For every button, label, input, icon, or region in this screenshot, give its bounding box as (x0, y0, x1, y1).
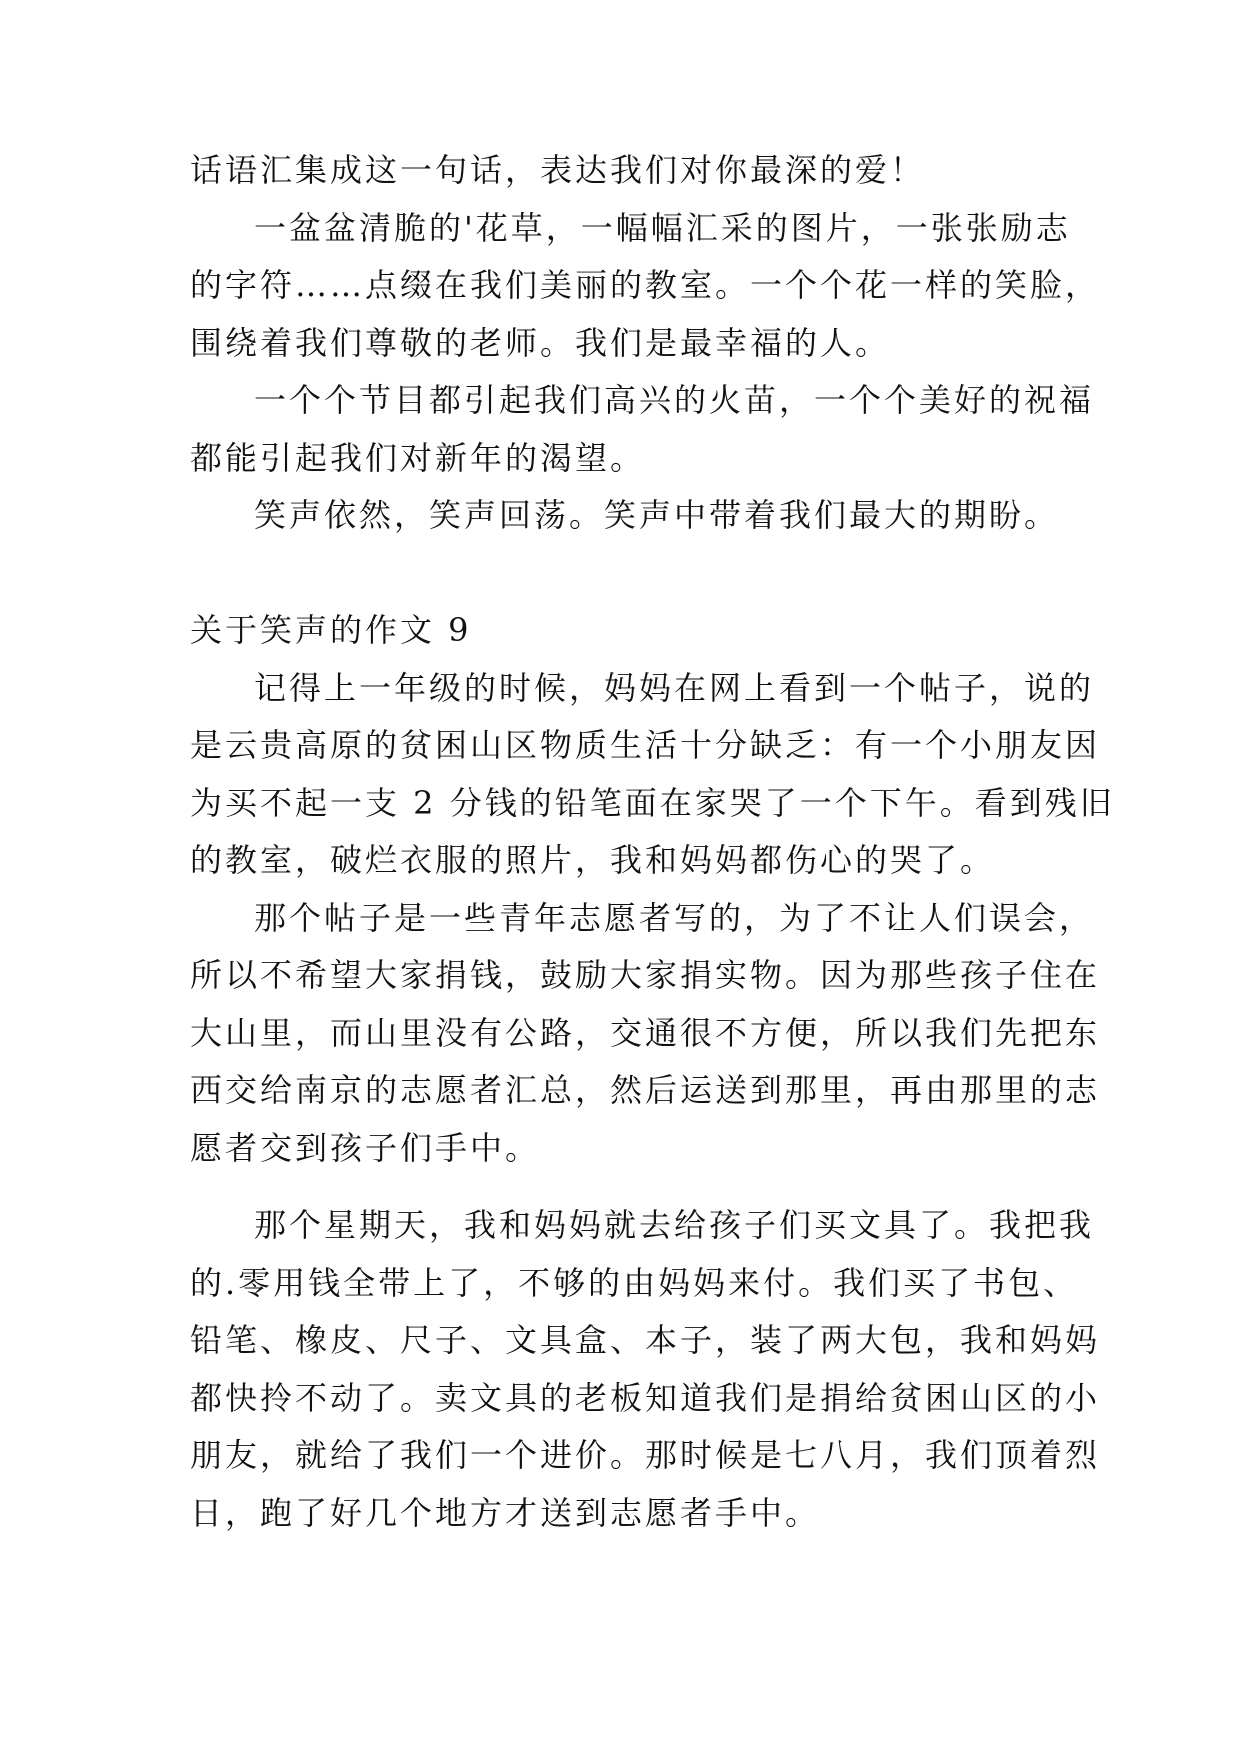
text-line: 一盆盆清脆的'花草，一幅幅汇采的图片，一张张励志 (254, 209, 1071, 247)
text-line: 是云贵高原的贫困山区物质生活十分缺乏：有一个小朋友因 (190, 726, 1101, 764)
text-line: 围绕着我们尊敬的老师。我们是最幸福的人。 (190, 324, 891, 362)
text-line: 铅笔、橡皮、尺子、文具盒、本子，装了两大包，我和妈妈 (190, 1321, 1101, 1359)
text-line: 记得上一年级的时候，妈妈在网上看到一个帖子，说的 (254, 669, 1095, 707)
text-line: 一个个节目都引起我们高兴的火苗，一个个美好的祝福 (254, 381, 1095, 419)
text-line: 的.零用钱全带上了，不够的由妈妈来付。我们买了书包、 (190, 1264, 1079, 1302)
text-line: 的教室，破烂衣服的照片，我和妈妈都伤心的哭了。 (190, 841, 996, 879)
text-line: 大山里，而山里没有公路，交通很不方便，所以我们先把东 (190, 1014, 1101, 1052)
text-line: 西交给南京的志愿者汇总，然后运送到那里，再由那里的志 (190, 1071, 1101, 1109)
text-line: 那个帖子是一些青年志愿者写的，为了不让人们误会， (254, 899, 1095, 937)
text-line: 的字符……点缀在我们美丽的教室。一个个花一样的笑脸， (190, 266, 1101, 304)
text-line: 朋友，就给了我们一个进价。那时候是七八月，我们顶着烈 (190, 1436, 1101, 1474)
section-title: 关于笑声的作文 9 (190, 611, 472, 649)
text-line: 话语汇集成这一句话，表达我们对你最深的爱！ (190, 151, 926, 189)
text-line: 都快拎不动了。卖文具的老板知道我们是捐给贫困山区的小 (190, 1379, 1101, 1417)
text-line: 愿者交到孩子们手中。 (190, 1129, 541, 1167)
text-line: 所以不希望大家捐钱，鼓励大家捐实物。因为那些孩子住在 (190, 956, 1101, 994)
text-line: 那个星期天，我和妈妈就去给孩子们买文具了。我把我 (254, 1206, 1095, 1244)
text-line: 日，跑了好几个地方才送到志愿者手中。 (190, 1494, 821, 1532)
text-line: 笑声依然，笑声回荡。笑声中带着我们最大的期盼。 (254, 496, 1060, 534)
text-line: 都能引起我们对新年的渴望。 (190, 439, 646, 477)
text-line: 为买不起一支 2 分钱的铅笔面在家哭了一个下午。看到残旧 (190, 784, 1115, 822)
